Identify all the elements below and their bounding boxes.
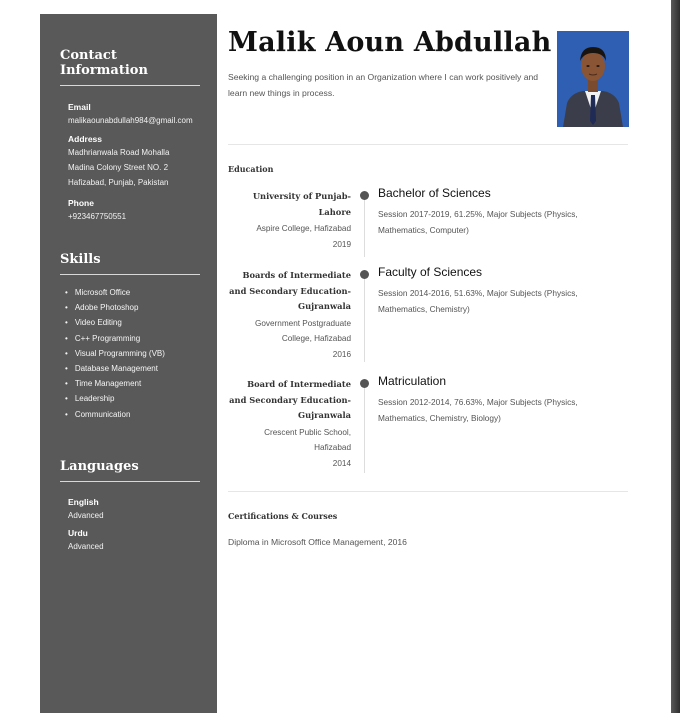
certifications-title: Certifications & Courses bbox=[228, 511, 338, 521]
timeline-line bbox=[364, 274, 365, 362]
degree-details: Session 2014-2016, 51.63%, Major Subjects (Physics, Mathematics, Chemistry) bbox=[378, 288, 578, 314]
graduation-year: 2016 bbox=[332, 349, 351, 359]
institution-name: Boards of Intermediate and Secondary Education-Gujranwala bbox=[229, 270, 351, 311]
skill-item: • Leadership bbox=[65, 391, 200, 406]
phone-value: +923467750551 bbox=[68, 212, 127, 221]
education-entry bbox=[228, 265, 628, 363]
campus-name: Aspire College, Hafizabad bbox=[256, 224, 351, 233]
skill-item: • Adobe Photoshop bbox=[65, 300, 200, 315]
language-level: Advanced bbox=[68, 511, 104, 520]
degree-details: Session 2012-2014, 76.63%, Major Subjects (Physics, Mathematics, Chemistry, Biology) bbox=[378, 397, 578, 423]
timeline-dot bbox=[360, 379, 369, 388]
education-entry bbox=[228, 186, 628, 259]
contact-title: Contact Information bbox=[60, 48, 200, 86]
language-name: English bbox=[68, 497, 99, 507]
education-entry bbox=[228, 374, 628, 473]
phone-label: Phone bbox=[68, 198, 94, 208]
divider bbox=[228, 491, 628, 492]
skills-section bbox=[60, 252, 200, 422]
skills-list bbox=[60, 285, 200, 422]
divider bbox=[228, 144, 628, 145]
timeline-line bbox=[364, 195, 365, 257]
skill-item: • Visual Programming (VB) bbox=[65, 346, 200, 361]
email-label: Email bbox=[68, 102, 91, 112]
graduation-year: 2014 bbox=[332, 458, 351, 468]
skill-item: • Video Editing bbox=[65, 315, 200, 330]
degree-details: Session 2017-2019, 61.25%, Major Subjects (Physics, Mathematics, Computer) bbox=[378, 209, 578, 235]
email-value: malikaounabdullah984@gmail.com bbox=[68, 116, 193, 125]
language-name: Urdu bbox=[68, 528, 88, 538]
skill-item: • Microsoft Office bbox=[65, 285, 200, 300]
languages-section bbox=[60, 459, 200, 554]
language-level: Advanced bbox=[68, 542, 104, 551]
institution-name: Board of Intermediate and Secondary Education-Gujranwala bbox=[229, 379, 351, 420]
degree-title: Faculty of Sciences bbox=[378, 265, 483, 279]
campus-name: Government Postgraduate College, Hafizabad bbox=[254, 318, 351, 343]
address-line: Madhrianwala Road Mohalla bbox=[68, 148, 170, 157]
skills-title: Skills bbox=[60, 252, 200, 275]
address-line: Madina Colony Street NO. 2 bbox=[68, 163, 169, 172]
certification-item: Diploma in Microsoft Office Management, 2016 bbox=[228, 537, 407, 547]
profile-photo bbox=[557, 31, 629, 127]
institution-name: University of Punjab-Lahore bbox=[252, 191, 351, 217]
education-title: Education bbox=[228, 164, 274, 174]
degree-title: Bachelor of Sciences bbox=[378, 186, 491, 200]
timeline-line bbox=[364, 383, 365, 473]
sidebar bbox=[40, 14, 217, 713]
skill-item: • Time Management bbox=[65, 376, 200, 391]
skill-item: • Communication bbox=[65, 407, 200, 422]
contact-section bbox=[60, 48, 200, 224]
graduation-year: 2019 bbox=[332, 239, 351, 249]
timeline-dot bbox=[360, 270, 369, 279]
timeline-dot bbox=[360, 191, 369, 200]
skill-item: • Database Management bbox=[65, 361, 200, 376]
languages-title: Languages bbox=[60, 459, 200, 482]
objective-text: Seeking a challenging position in an Organization where I can work positively and learn new things in process. bbox=[228, 72, 539, 98]
skill-item: • C++ Programming bbox=[65, 331, 200, 346]
address-line: Hafizabad, Punjab, Pakistan bbox=[68, 178, 169, 187]
candidate-name: Malik Aoun Abdullah bbox=[228, 27, 552, 58]
campus-name: Crescent Public School, Hafizabad bbox=[264, 427, 351, 452]
address-label: Address bbox=[68, 134, 103, 144]
window-edge bbox=[671, 0, 680, 713]
degree-title: Matriculation bbox=[378, 374, 447, 388]
